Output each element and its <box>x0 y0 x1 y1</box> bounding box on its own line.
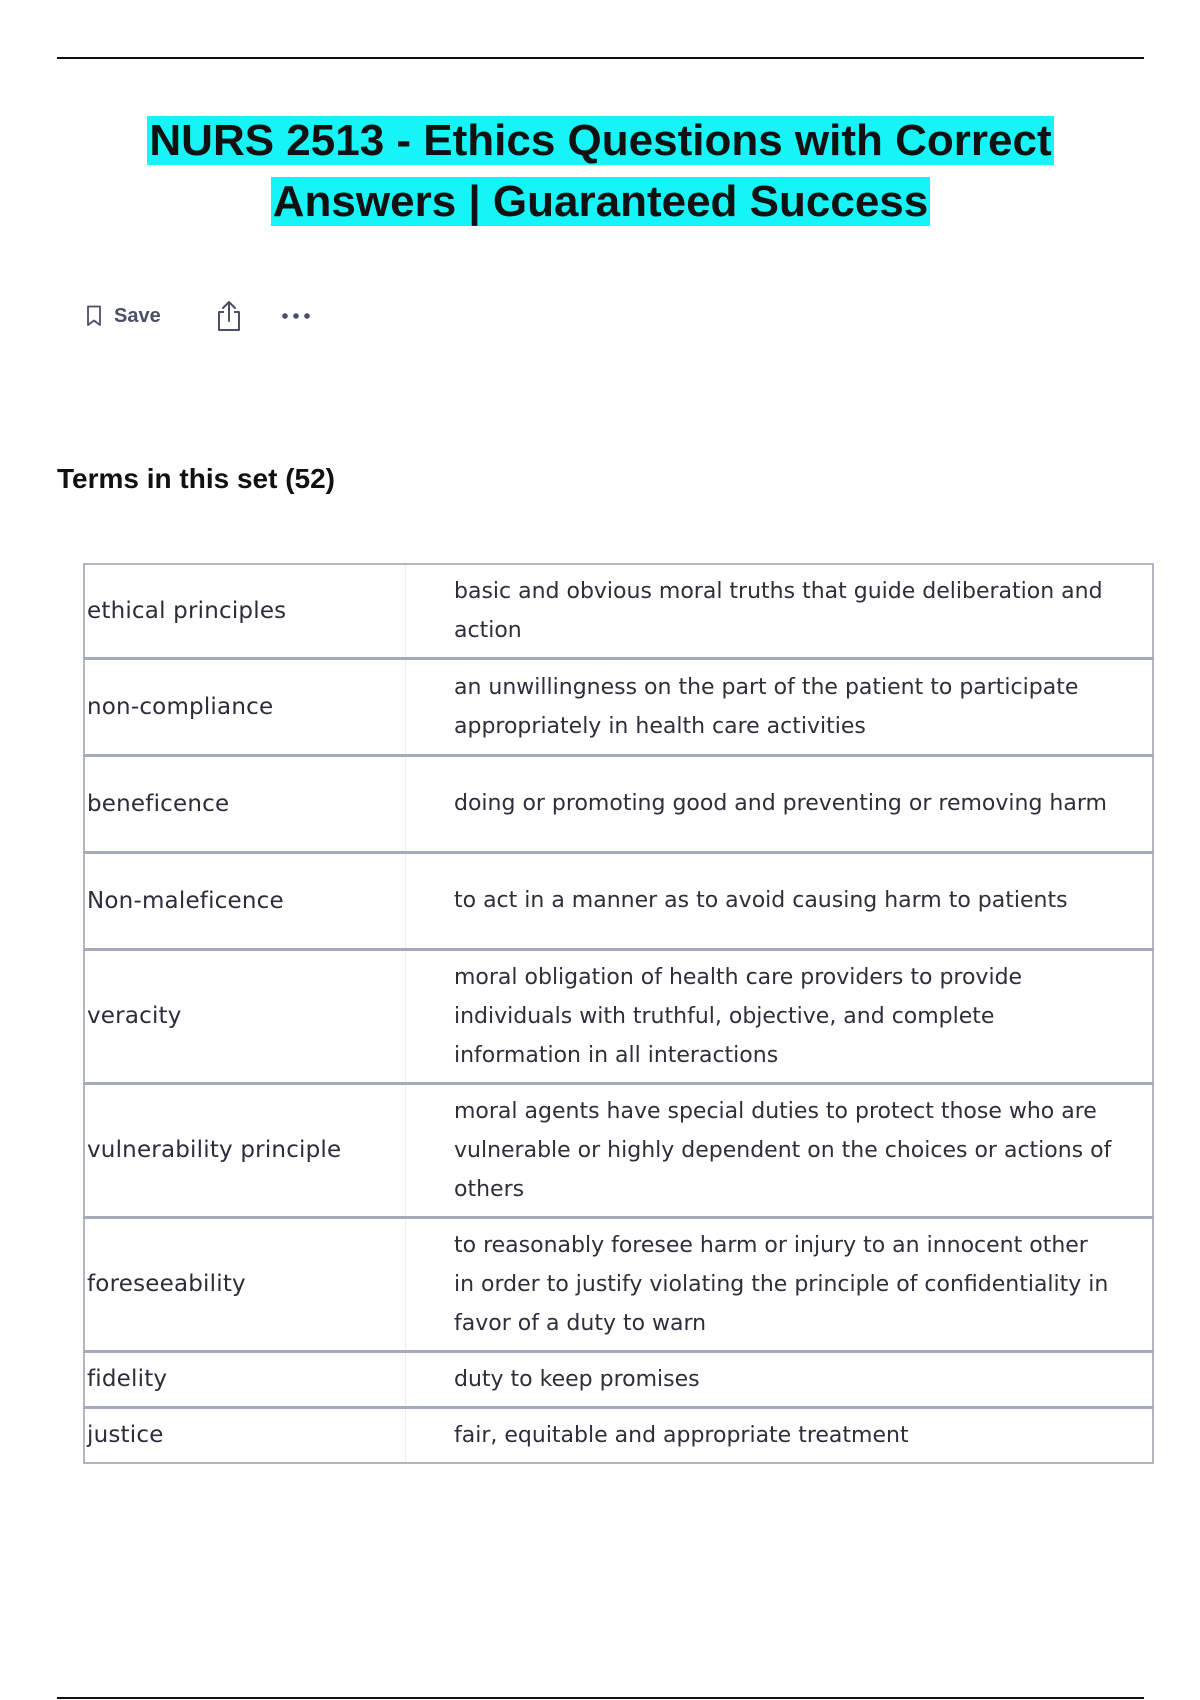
definition-cell: doing or promoting good and preventing or removing harm <box>454 791 1107 816</box>
share-icon[interactable] <box>215 300 243 332</box>
title-line-2: Answers | Guaranteed Success <box>272 177 929 226</box>
table-row <box>84 658 1153 755</box>
term-cell: justice <box>84 1407 406 1463</box>
terms-heading: Terms in this set (52) <box>57 463 336 494</box>
save-button[interactable] <box>86 305 161 328</box>
terms-table <box>83 563 1154 1464</box>
title-line-1: NURS 2513 - Ethics Questions with Correct <box>149 116 1052 165</box>
table-row <box>84 1083 1153 1217</box>
term-cell: Non-maleficence <box>84 852 406 949</box>
term-cell: non-compliance <box>84 658 406 755</box>
table-row <box>84 755 1153 852</box>
definition-cell: to reasonably foresee harm or injury to an innocent other in order to justify violating the principle of confidentiality in favor of a duty to warn <box>454 1232 1109 1336</box>
definition-cell: moral agents have special duties to protect those who are vulnerable or highly dependent on the choices or actions of others <box>454 1098 1112 1202</box>
bookmark-icon <box>86 305 102 327</box>
definition-cell: duty to keep promises <box>454 1366 700 1392</box>
save-label: Save <box>114 304 161 327</box>
top-rule <box>57 57 1144 59</box>
table-row <box>84 949 1153 1083</box>
table-row <box>84 564 1153 658</box>
toolbar <box>86 296 311 336</box>
term-cell: ethical principles <box>84 564 406 658</box>
page-title <box>57 110 1144 232</box>
term-cell: beneficence <box>84 755 406 852</box>
definition-cell: to act in a manner as to avoid causing harm to patients <box>454 888 1068 913</box>
term-cell: foreseeability <box>84 1217 406 1351</box>
term-cell: vulnerability principle <box>84 1083 406 1217</box>
table-row <box>84 852 1153 949</box>
term-cell: fidelity <box>84 1351 406 1407</box>
table-row <box>84 1217 1153 1351</box>
definition-cell: an unwillingness on the part of the patient to participate appropriately in health care activities <box>454 674 1079 739</box>
table-row <box>84 1351 1153 1407</box>
table-row <box>84 1407 1153 1463</box>
definition-cell: moral obligation of health care providers to provide individuals with truthful, objective, and complete information in all interactions <box>454 964 1023 1068</box>
term-cell: veracity <box>84 949 406 1083</box>
bottom-rule <box>57 1697 1144 1699</box>
more-options-icon[interactable] <box>281 312 311 320</box>
definition-cell: fair, equitable and appropriate treatment <box>454 1422 909 1448</box>
definition-cell: basic and obvious moral truths that guide deliberation and action <box>454 578 1103 643</box>
